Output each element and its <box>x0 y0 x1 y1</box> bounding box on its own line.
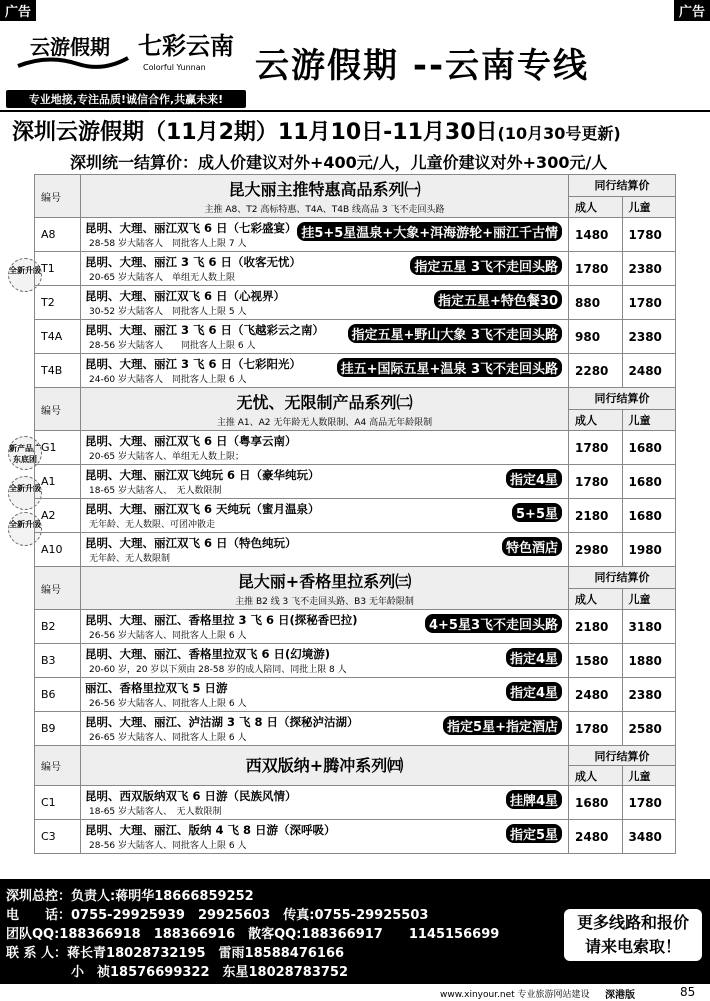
code-label: 编号 <box>41 584 61 596</box>
child-price: 2380 <box>622 678 676 712</box>
adult-price: 1780 <box>569 252 623 286</box>
route-highlight: 指定5星+指定酒店 <box>443 716 562 735</box>
footer-qq: 团队QQ:188366918 188366916 散客QQ:188366917 1145156699 <box>6 927 500 942</box>
route-note: 24-60 岁大陆客人 同批客人上限 6 人 <box>89 375 247 385</box>
new-product-badge: 新产品广东底团 <box>8 436 42 470</box>
website-credit: www.xinyour.net 专业旅游网站建设 <box>440 990 590 1000</box>
logo-brand-en: Colorful Yunnan <box>143 63 206 72</box>
code-header <box>35 388 81 431</box>
adult-price: 2280 <box>569 354 623 388</box>
route-highlight: 指定五星+野山大象 3飞不走回头路 <box>348 324 562 343</box>
child-price: 1680 <box>622 499 676 533</box>
code-label: 编号 <box>41 192 61 204</box>
route-note: 20-65 岁大陆客人、单组无人数上限； <box>89 452 245 462</box>
route-highlight: 特色酒店 <box>502 537 562 556</box>
code-header <box>35 567 81 610</box>
adult-price: 1780 <box>569 465 623 499</box>
section-title: 西双版纳+腾冲系列㈣ <box>245 756 404 775</box>
route-code: G1 <box>35 431 81 465</box>
route-code: B9 <box>35 712 81 746</box>
edition-label: 深港版 <box>605 990 635 1001</box>
issue-dates: 深圳云游假期（11月2期）11月10日-11月30日 <box>12 120 498 145</box>
route-row <box>35 499 676 533</box>
route-note: 28-56 岁大陆客人、同批客人上限 6 人 <box>89 841 247 851</box>
route-note: 20-65 岁大陆客人 单组无人数上限 <box>89 273 236 283</box>
route-row <box>35 820 676 854</box>
route-code: B3 <box>35 644 81 678</box>
child-header: 儿童 <box>622 588 676 610</box>
child-price: 1680 <box>622 431 676 465</box>
route-title: 昆明、大理、丽江双飞 6 日（心视界） <box>85 289 286 303</box>
route-desc <box>81 644 569 678</box>
route-code: T1 <box>35 252 81 286</box>
ad-tag-right: 广告 <box>674 0 710 21</box>
route-code: A8 <box>35 218 81 252</box>
page-footer <box>0 984 710 1000</box>
header <box>0 20 710 110</box>
route-row <box>35 431 676 465</box>
route-row <box>35 252 676 286</box>
route-highlight: 指定五星+特色餐30 <box>434 290 562 309</box>
child-price: 1780 <box>622 286 676 320</box>
child-price: 2580 <box>622 712 676 746</box>
route-title: 昆明、西双版纳双飞 6 日游（民族风情） <box>85 789 297 803</box>
adult-price: 2180 <box>569 610 623 644</box>
section-note: 主推 B2 线 3 飞不走回头路、B3 无年龄限制 <box>235 597 414 607</box>
route-highlight: 5+5星 <box>512 503 562 522</box>
logo-script: 七彩云南 <box>138 31 234 60</box>
route-desc <box>81 286 569 320</box>
route-note: 28-58 岁大陆客人 同批客人上限 7 人 <box>89 239 247 249</box>
route-title: 昆明、大理、丽江 3 飞 6 日（飞越彩云之南） <box>85 323 325 337</box>
route-desc <box>81 533 569 567</box>
route-desc <box>81 820 569 854</box>
route-desc <box>81 252 569 286</box>
route-note: 28-56 岁大陆客人 同批客人上限 6 人 <box>89 341 256 351</box>
route-code: C3 <box>35 820 81 854</box>
route-row <box>35 320 676 354</box>
new-upgrade-badge: 全新升级 <box>8 258 42 292</box>
section-title-cell <box>81 388 569 431</box>
contact-footer <box>0 879 710 984</box>
route-title: 昆明、大理、丽江双飞 6 日（粤享云南） <box>85 434 297 448</box>
route-note: 20-60 岁，20 岁以下须由 28-58 岁的成人陪同、同批上限 8 人 <box>89 665 347 675</box>
route-highlight: 挂五+国际五星+温泉 3飞不走回头路 <box>337 358 562 377</box>
section-note: 主推 A8、T2 高标特惠、T4A、T4B 线高品 3 飞不走回头路 <box>204 205 445 215</box>
route-title: 昆明、大理、丽江双飞 6 日（特色纯玩） <box>85 536 297 550</box>
trade-price-header: 同行结算价 <box>569 175 676 197</box>
route-highlight: 指定五星 3飞不走回头路 <box>410 256 562 275</box>
route-title: 昆明、大理、丽江 3 飞 6 日（七彩阳光） <box>85 357 302 371</box>
cta-line-2: 请来电索取！ <box>584 937 681 956</box>
route-row <box>35 712 676 746</box>
adult-price: 1580 <box>569 644 623 678</box>
adult-price: 2480 <box>569 820 623 854</box>
route-desc <box>81 499 569 533</box>
adult-header: 成人 <box>569 196 623 218</box>
route-title: 昆明、大理、丽江 3 飞 6 日（收客无忧） <box>85 255 302 269</box>
route-highlight: 指定5星 <box>506 824 562 843</box>
child-header: 儿童 <box>622 409 676 431</box>
adult-price: 980 <box>569 320 623 354</box>
adult-header: 成人 <box>569 409 623 431</box>
route-highlight: 挂5+5星温泉+大象+洱海游轮+丽江千古情 <box>297 222 562 241</box>
adult-price: 880 <box>569 286 623 320</box>
route-desc <box>81 431 569 465</box>
route-desc <box>81 610 569 644</box>
adult-price: 2180 <box>569 499 623 533</box>
route-code: T2 <box>35 286 81 320</box>
section-note: 主推 A1、A2 无年龄无人数限制、A4 高品无年龄限制 <box>216 418 433 428</box>
route-highlight: 4+5星3飞不走回头路 <box>425 614 562 633</box>
adult-price: 2480 <box>569 678 623 712</box>
trade-price-header: 同行结算价 <box>569 388 676 410</box>
route-title: 昆明、大理、丽江、香格里拉双飞 6 日(幻境游) <box>85 647 331 661</box>
route-desc <box>81 712 569 746</box>
route-price-table <box>34 174 676 854</box>
section-header <box>35 175 676 197</box>
route-note: 无年龄、无人数限、可团冲散走 <box>89 520 216 530</box>
adult-price: 2980 <box>569 533 623 567</box>
route-title: 昆明、大理、丽江双飞 6 日（七彩盛宴） <box>85 221 297 235</box>
route-row <box>35 286 676 320</box>
adult-price: 1780 <box>569 431 623 465</box>
section-header <box>35 567 676 589</box>
footer-contacts-2: 小 祯18576699322 东星18028783752 <box>6 965 348 980</box>
route-code: A2 <box>35 499 81 533</box>
route-note: 26-56 岁大陆客人、同批客人上限 6 人 <box>89 631 247 641</box>
adult-price: 1680 <box>569 786 623 820</box>
route-code: B6 <box>35 678 81 712</box>
price-note: 深圳统一结算价：成人价建议对外+400元/人，儿童价建议对外+300元/人 <box>70 153 608 172</box>
footer-phone: 电 话：0755-29925939 29925603 传真:0755-29925503 <box>6 908 429 923</box>
section-header <box>35 388 676 410</box>
logo <box>8 24 248 94</box>
child-price: 3480 <box>622 820 676 854</box>
section-title-cell <box>81 746 569 786</box>
route-highlight: 挂牌4星 <box>506 790 562 809</box>
route-row <box>35 533 676 567</box>
adult-header: 成人 <box>569 766 623 786</box>
route-row <box>35 218 676 252</box>
route-note: 30-52 岁大陆客人 同批客人上限 5 人 <box>89 307 247 317</box>
section-title: 昆大丽+香格里拉系列㈢ <box>237 572 412 591</box>
child-price: 1780 <box>622 218 676 252</box>
route-title: 昆明、大理、丽江双飞 6 天纯玩（蜜月温泉） <box>85 502 320 516</box>
child-price: 2480 <box>622 354 676 388</box>
route-desc <box>81 320 569 354</box>
route-row <box>35 678 676 712</box>
route-note: 26-65 岁大陆客人、同批客人上限 6 人 <box>89 733 247 743</box>
route-title: 昆明、大理、丽江、泸沽湖 3 飞 8 日（探秘泸沽湖） <box>85 715 359 729</box>
ad-tag-left: 广告 <box>0 0 36 21</box>
footer-manager: 深圳总控：负责人:蒋明华18666859252 <box>6 889 254 904</box>
adult-price: 1480 <box>569 218 623 252</box>
code-label: 编号 <box>41 762 61 773</box>
page-number: 85 <box>680 985 696 999</box>
route-highlight: 指定4星 <box>506 648 562 667</box>
section-title-cell <box>81 567 569 610</box>
page-title: 云游假期 --云南专线 <box>255 46 590 86</box>
route-note: 26-56 岁大陆客人、同批客人上限 6 人 <box>89 699 247 709</box>
child-price: 1980 <box>622 533 676 567</box>
section-title: 昆大丽主推特惠高品系列㈠ <box>228 180 421 199</box>
route-code: B2 <box>35 610 81 644</box>
update-note: (10月30号更新) <box>497 124 621 143</box>
route-code: C1 <box>35 786 81 820</box>
footer-contacts: 联 系 人：蒋长青18028732195 雷雨18588476166 <box>6 946 345 961</box>
route-code: A1 <box>35 465 81 499</box>
more-routes-callout <box>564 909 702 961</box>
child-price: 1680 <box>622 465 676 499</box>
route-code: T4A <box>35 320 81 354</box>
route-title: 昆明、大理、丽江、版纳 4 飞 8 日游（深呼吸） <box>85 823 336 837</box>
route-note: 无年龄、无人数限制 <box>89 554 171 564</box>
new-upgrade-badge: 全新升级 <box>8 476 42 510</box>
route-desc <box>81 354 569 388</box>
child-price: 2380 <box>622 320 676 354</box>
section-title-cell <box>81 175 569 218</box>
divider <box>0 110 710 112</box>
cta-line-1: 更多线路和报价 <box>576 913 689 932</box>
route-highlight: 指定4星 <box>506 682 562 701</box>
logo-slogan: 专业地接,专注品质!诚信合作,共赢未来! <box>6 90 246 108</box>
route-title: 丽江、香格里拉双飞 5 日游 <box>85 681 228 695</box>
route-title: 昆明、大理、丽江双飞纯玩 6 日（豪华纯玩） <box>85 468 320 482</box>
child-price: 2380 <box>622 252 676 286</box>
route-code: T4B <box>35 354 81 388</box>
route-title: 昆明、大理、丽江、香格里拉 3 飞 6 日(探秘香巴拉) <box>85 613 358 627</box>
adult-header: 成人 <box>569 588 623 610</box>
route-row <box>35 354 676 388</box>
route-desc <box>81 465 569 499</box>
section-header <box>35 746 676 766</box>
child-price: 3180 <box>622 610 676 644</box>
child-price: 1880 <box>622 644 676 678</box>
trade-price-header: 同行结算价 <box>569 746 676 766</box>
child-header: 儿童 <box>622 766 676 786</box>
route-row <box>35 644 676 678</box>
adult-price: 1780 <box>569 712 623 746</box>
issue-subtitle <box>12 115 621 146</box>
code-label: 编号 <box>41 405 61 417</box>
trade-price-header: 同行结算价 <box>569 567 676 589</box>
route-note: 18-65 岁大陆客人、 无人数限制 <box>89 486 222 496</box>
section-title: 无忧、无限制产品系列㈡ <box>236 393 413 412</box>
code-header <box>35 746 81 786</box>
route-code: A10 <box>35 533 81 567</box>
route-row <box>35 610 676 644</box>
logo-brand: 云游假期 <box>30 35 110 59</box>
child-price: 1780 <box>622 786 676 820</box>
route-desc <box>81 786 569 820</box>
route-row <box>35 786 676 820</box>
route-desc <box>81 218 569 252</box>
code-header <box>35 175 81 218</box>
route-highlight: 指定4星 <box>506 469 562 488</box>
child-header: 儿童 <box>622 196 676 218</box>
route-row <box>35 465 676 499</box>
route-note: 18-65 岁大陆客人、 无人数限制 <box>89 807 222 817</box>
new-upgrade-badge: 全新升级 <box>8 512 42 546</box>
route-desc <box>81 678 569 712</box>
